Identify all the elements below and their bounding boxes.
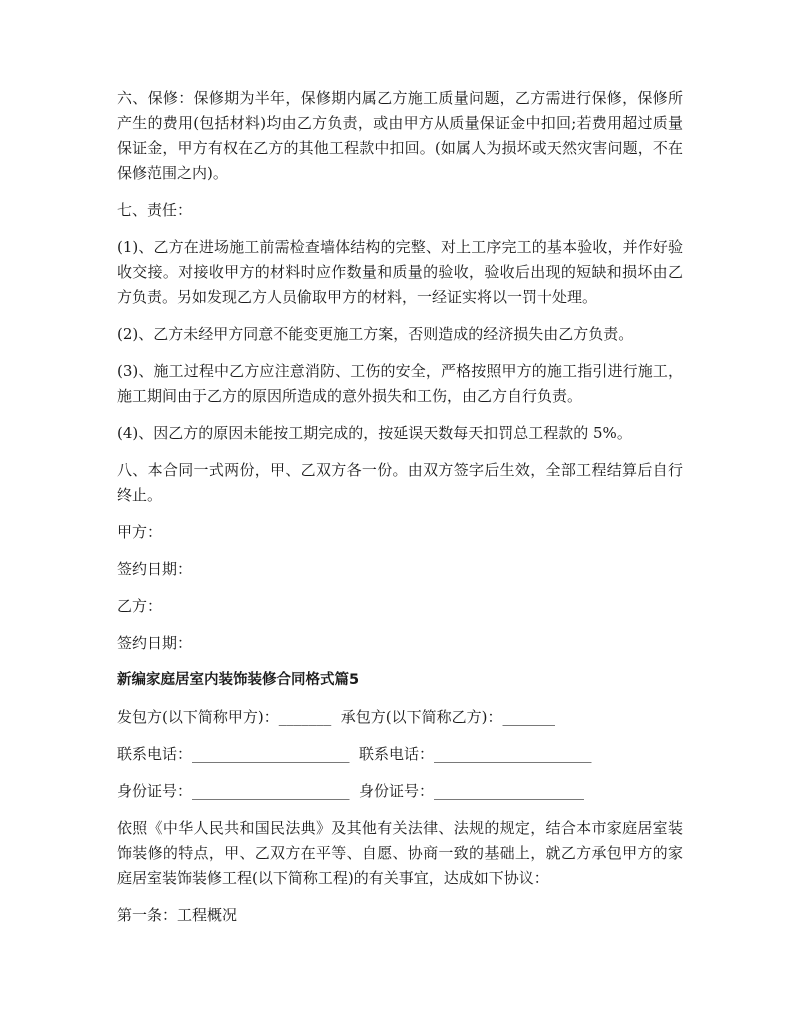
id-row [117, 779, 683, 804]
section-8-copies: 八、本合同一式两份，甲、乙双方各一份。由双方签字后生效，全部工程结算后自行终止。 [117, 461, 683, 504]
responsibility-item-4: (4)、因乙方的原因未能按工期完成的，按延误天数每天扣罚总工程款的 5%。 [117, 424, 632, 442]
section-7-title: 七、责任： [117, 201, 193, 219]
contractor-field: 承包方(以下简称乙方)：_______ [340, 708, 555, 726]
section-heading: 新编家庭居室内装饰装修合同格式篇5 [117, 672, 360, 688]
id-field-a: 身份证号：_____________________ [117, 782, 360, 800]
phone-row [117, 742, 683, 767]
section-6-warranty: 六、保修：保修期为半年，保修期内属乙方施工质量问题，乙方需进行保修，保修所产生的费用(包括材料)均由乙方负责，或由甲方从质量保证金中扣回;若费用超过质量保证金，甲方有权在乙方的其他工程款中扣回。(如属人为损坏或天然灾害问题，不在保修范围之内)。 [117, 89, 683, 182]
responsibility-item-2: (2)、乙方未经甲方同意不能变更施工方案，否则造成的经济损失由乙方负责。 [117, 325, 634, 343]
document-page [117, 86, 683, 940]
party-a-label: 甲方： [117, 523, 163, 541]
phone-field-b: 联系电话：_____________________ [359, 745, 592, 763]
responsibility-item-1: (1)、乙方在进场施工前需检查墙体结构的完整、对上工序完工的基本验收，并作好验收交接。对接收甲方的材料时应作数量和质量的验收，验收后出现的短缺和损坏由乙方负责。另如发现乙方人员偷取甲方的材料，一经证实将以一罚十处理。 [117, 238, 683, 306]
sign-date-label-2: 签约日期： [117, 634, 193, 652]
intro-paragraph: 依照《中华人民共和国民法典》及其他有关法律、法规的规定，结合本市家庭居室装饰装修的特点，甲、乙双方在平等、自愿、协商一致的基础上，就乙方承包甲方的家庭居室装饰装修工程(以下简称工程)的有关事宜，达成如下协议： [117, 819, 683, 887]
party-b-label: 乙方： [117, 597, 163, 615]
employer-field: 发包方(以下简称甲方)：_______ [117, 708, 341, 726]
contractor-row [117, 705, 683, 730]
id-field-b: 身份证号：____________________ [359, 782, 585, 800]
article-1-title: 第一条：工程概况 [117, 906, 238, 924]
phone-field-a: 联系电话：_____________________ [117, 745, 360, 763]
sign-date-label-1: 签约日期： [117, 560, 193, 578]
responsibility-item-3: (3)、施工过程中乙方应注意消防、工伤的安全，严格按照甲方的施工指引进行施工，施工期间由于乙方的原因所造成的意外损失和工伤，由乙方自行负责。 [117, 362, 683, 405]
